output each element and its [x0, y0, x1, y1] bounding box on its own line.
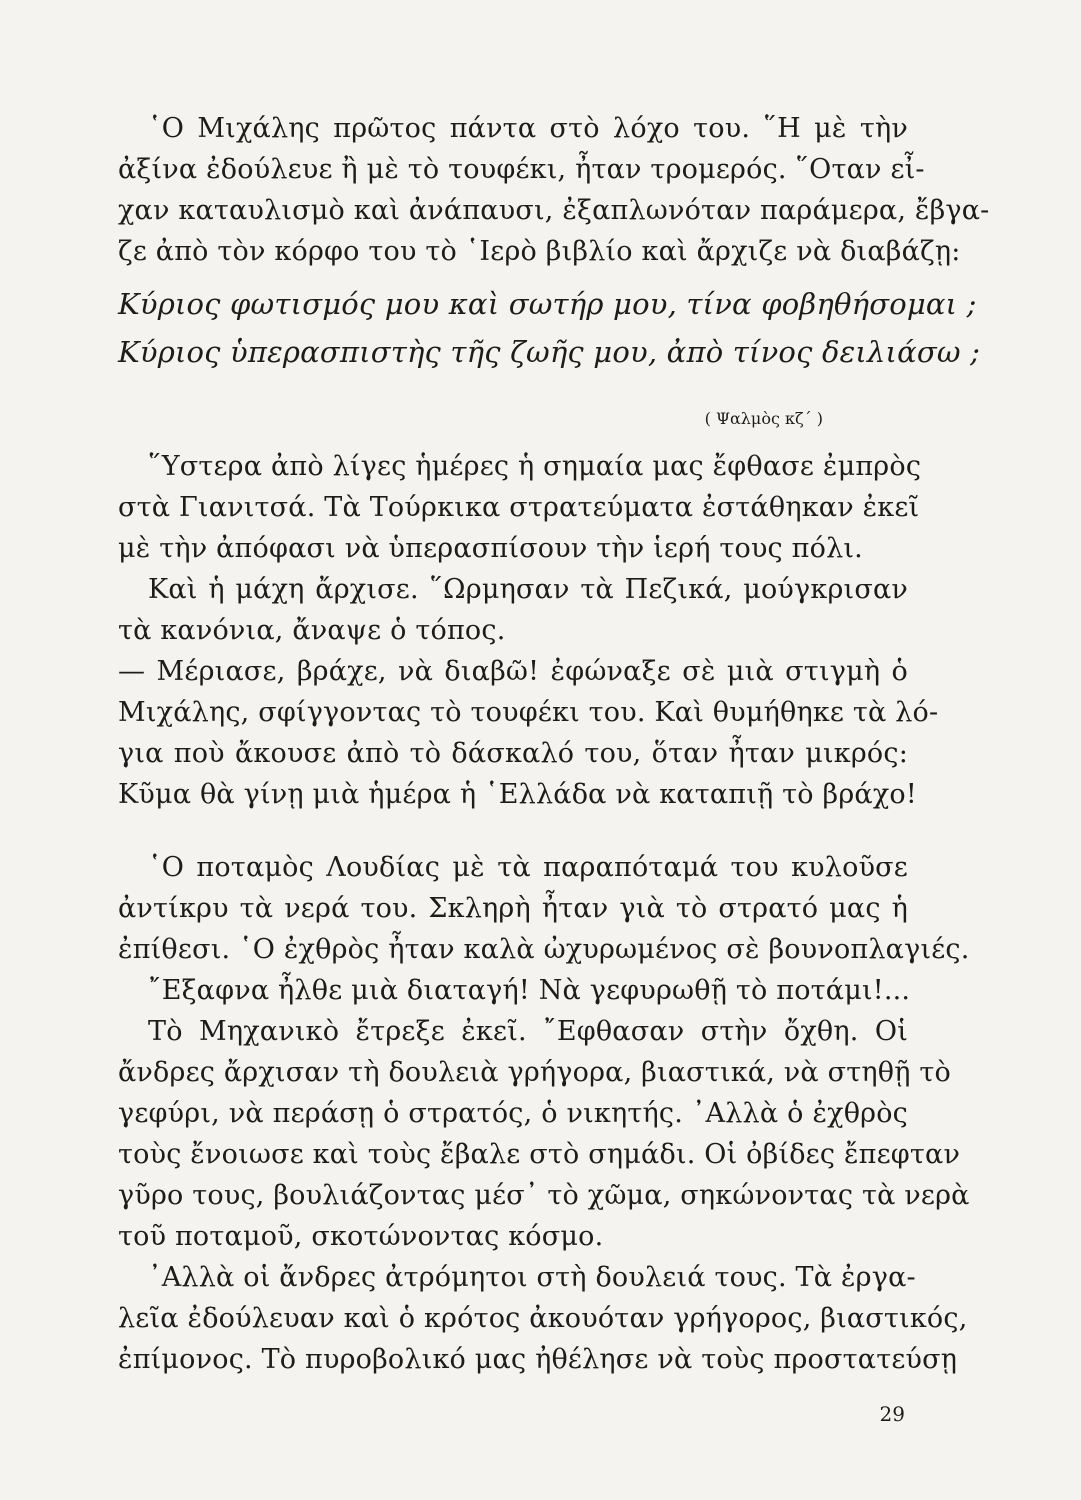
- text-line: ἐπίμονος. Τὸ πυροβολικό μας ἠθέλησε νὰ τοὺς προστατεύσῃ: [118, 1344, 958, 1375]
- page-number: 29: [879, 1402, 905, 1426]
- text-line: — Μέριασε, βράχε, νὰ διαβῶ! ἐφώναξε σὲ μιὰ στιγμὴ ὁ: [118, 656, 908, 687]
- text-line: ᾿Αλλὰ οἱ ἄνδρες ἀτρόμητοι στὴ δουλειά τους. Τὰ ἐργα-: [148, 1262, 916, 1293]
- text-line: Καὶ ἡ μάχη ἄρχισε. ῞Ωρμησαν τὰ Πεζικά, μούγκρισαν: [148, 574, 908, 605]
- text-line: γεφύρι, νὰ περάσῃ ὁ στρατός, ὁ νικητής. ᾿Αλλὰ ὁ ἐχθρὸς: [118, 1098, 908, 1129]
- text-line: τὰ κανόνια, ἄναψε ὁ τόπος.: [118, 615, 506, 646]
- text-line: ῞Υστερα ἀπὸ λίγες ἡμέρες ἡ σημαία μας ἔφθασε ἐμπρὸς: [148, 451, 922, 482]
- text-line: ῾Ο Μιχάλης πρῶτος πάντα στὸ λόχο του. ῞Η μὲ τὴν: [148, 113, 908, 144]
- text-line: ἀξίνα ἐδούλευε ἢ μὲ τὸ τουφέκι, ἦταν τρομερός. ῞Οταν εἶ-: [118, 154, 925, 185]
- text-line: ῎Εξαφνα ἦλθε μιὰ διαταγή! Νὰ γεφυρωθῇ τὸ ποτάμι!...: [148, 975, 911, 1006]
- text-line: λεῖα ἐδούλευαν καὶ ὁ κρότος ἀκουόταν γρήγορος, βιαστικός,: [118, 1303, 968, 1334]
- text-line: Μιχάλης, σφίγγοντας τὸ τουφέκι του. Καὶ θυμήθηκε τὰ λό-: [118, 697, 939, 728]
- text-line: μὲ τὴν ἀπόφασι νὰ ὑπερασπίσουν τὴν ἱερή τους πόλι.: [118, 533, 863, 564]
- text-line: Τὸ Μηχανικὸ ἔτρεξε ἐκεῖ. ῎Εφθασαν στὴν ὄχθη. Οἱ: [148, 1016, 908, 1047]
- text-line: Κῦμα θὰ γίνῃ μιὰ ἡμέρα ἡ ῾Ελλάδα νὰ καταπιῇ τὸ βράχο!: [118, 779, 917, 810]
- psalm-reference: ( Ψαλμὸς κζ΄ ): [704, 409, 823, 428]
- psalm-line: Κύριος ὑπερασπιστὴς τῆς ζωῆς μου, ἀπὸ τίνος δειλιάσω ;: [118, 335, 981, 369]
- text-line: ἀντίκρυ τὰ νερά του. Σκληρὴ ἦταν γιὰ τὸ στρατό μας ἡ: [118, 893, 908, 924]
- text-line: χαν καταυλισμὸ καὶ ἀνάπαυσι, ἐξαπλωνόταν παράμερα, ἔβγα-: [118, 195, 990, 226]
- text-line: ζε ἀπὸ τὸν κόρφο του τὸ ῾Ιερὸ βιβλίο καὶ ἄρχιζε νὰ διαβάζῃ:: [118, 236, 961, 267]
- psalm-line: Κύριος φωτισμός μου καὶ σωτήρ μου, τίνα φοβηθήσομαι ;: [118, 287, 977, 321]
- text-line: τοὺς ἔνοιωσε καὶ τοὺς ἔβαλε στὸ σημάδι. Οἱ ὀβίδες ἔπεφταν: [118, 1139, 961, 1170]
- text-line: γῦρο τους, βουλιάζοντας μέσ᾿ τὸ χῶμα, σηκώνοντας τὰ νερὰ: [118, 1180, 970, 1211]
- text-line: ἄνδρες ἄρχισαν τὴ δουλειὰ γρήγορα, βιαστικά, νὰ στηθῇ τὸ: [118, 1057, 951, 1088]
- text-line: τοῦ ποταμοῦ, σκοτώνοντας κόσμο.: [118, 1221, 604, 1252]
- text-line: για ποὺ ἄκουσε ἀπὸ τὸ δάσκαλό του, ὅταν ἦταν μικρός:: [118, 738, 908, 769]
- text-line: ἐπίθεσι. ῾Ο ἐχθρὸς ἦταν καλὰ ὠχυρωμένος σὲ βουνοπλαγιές.: [118, 934, 970, 965]
- text-line: ῾Ο ποταμὸς Λουδίας μὲ τὰ παραπόταμά του κυλοῦσε: [148, 852, 908, 883]
- text-line: στὰ Γιανιτσά. Τὰ Τούρκικα στρατεύματα ἐστάθηκαν ἐκεῖ: [118, 492, 920, 523]
